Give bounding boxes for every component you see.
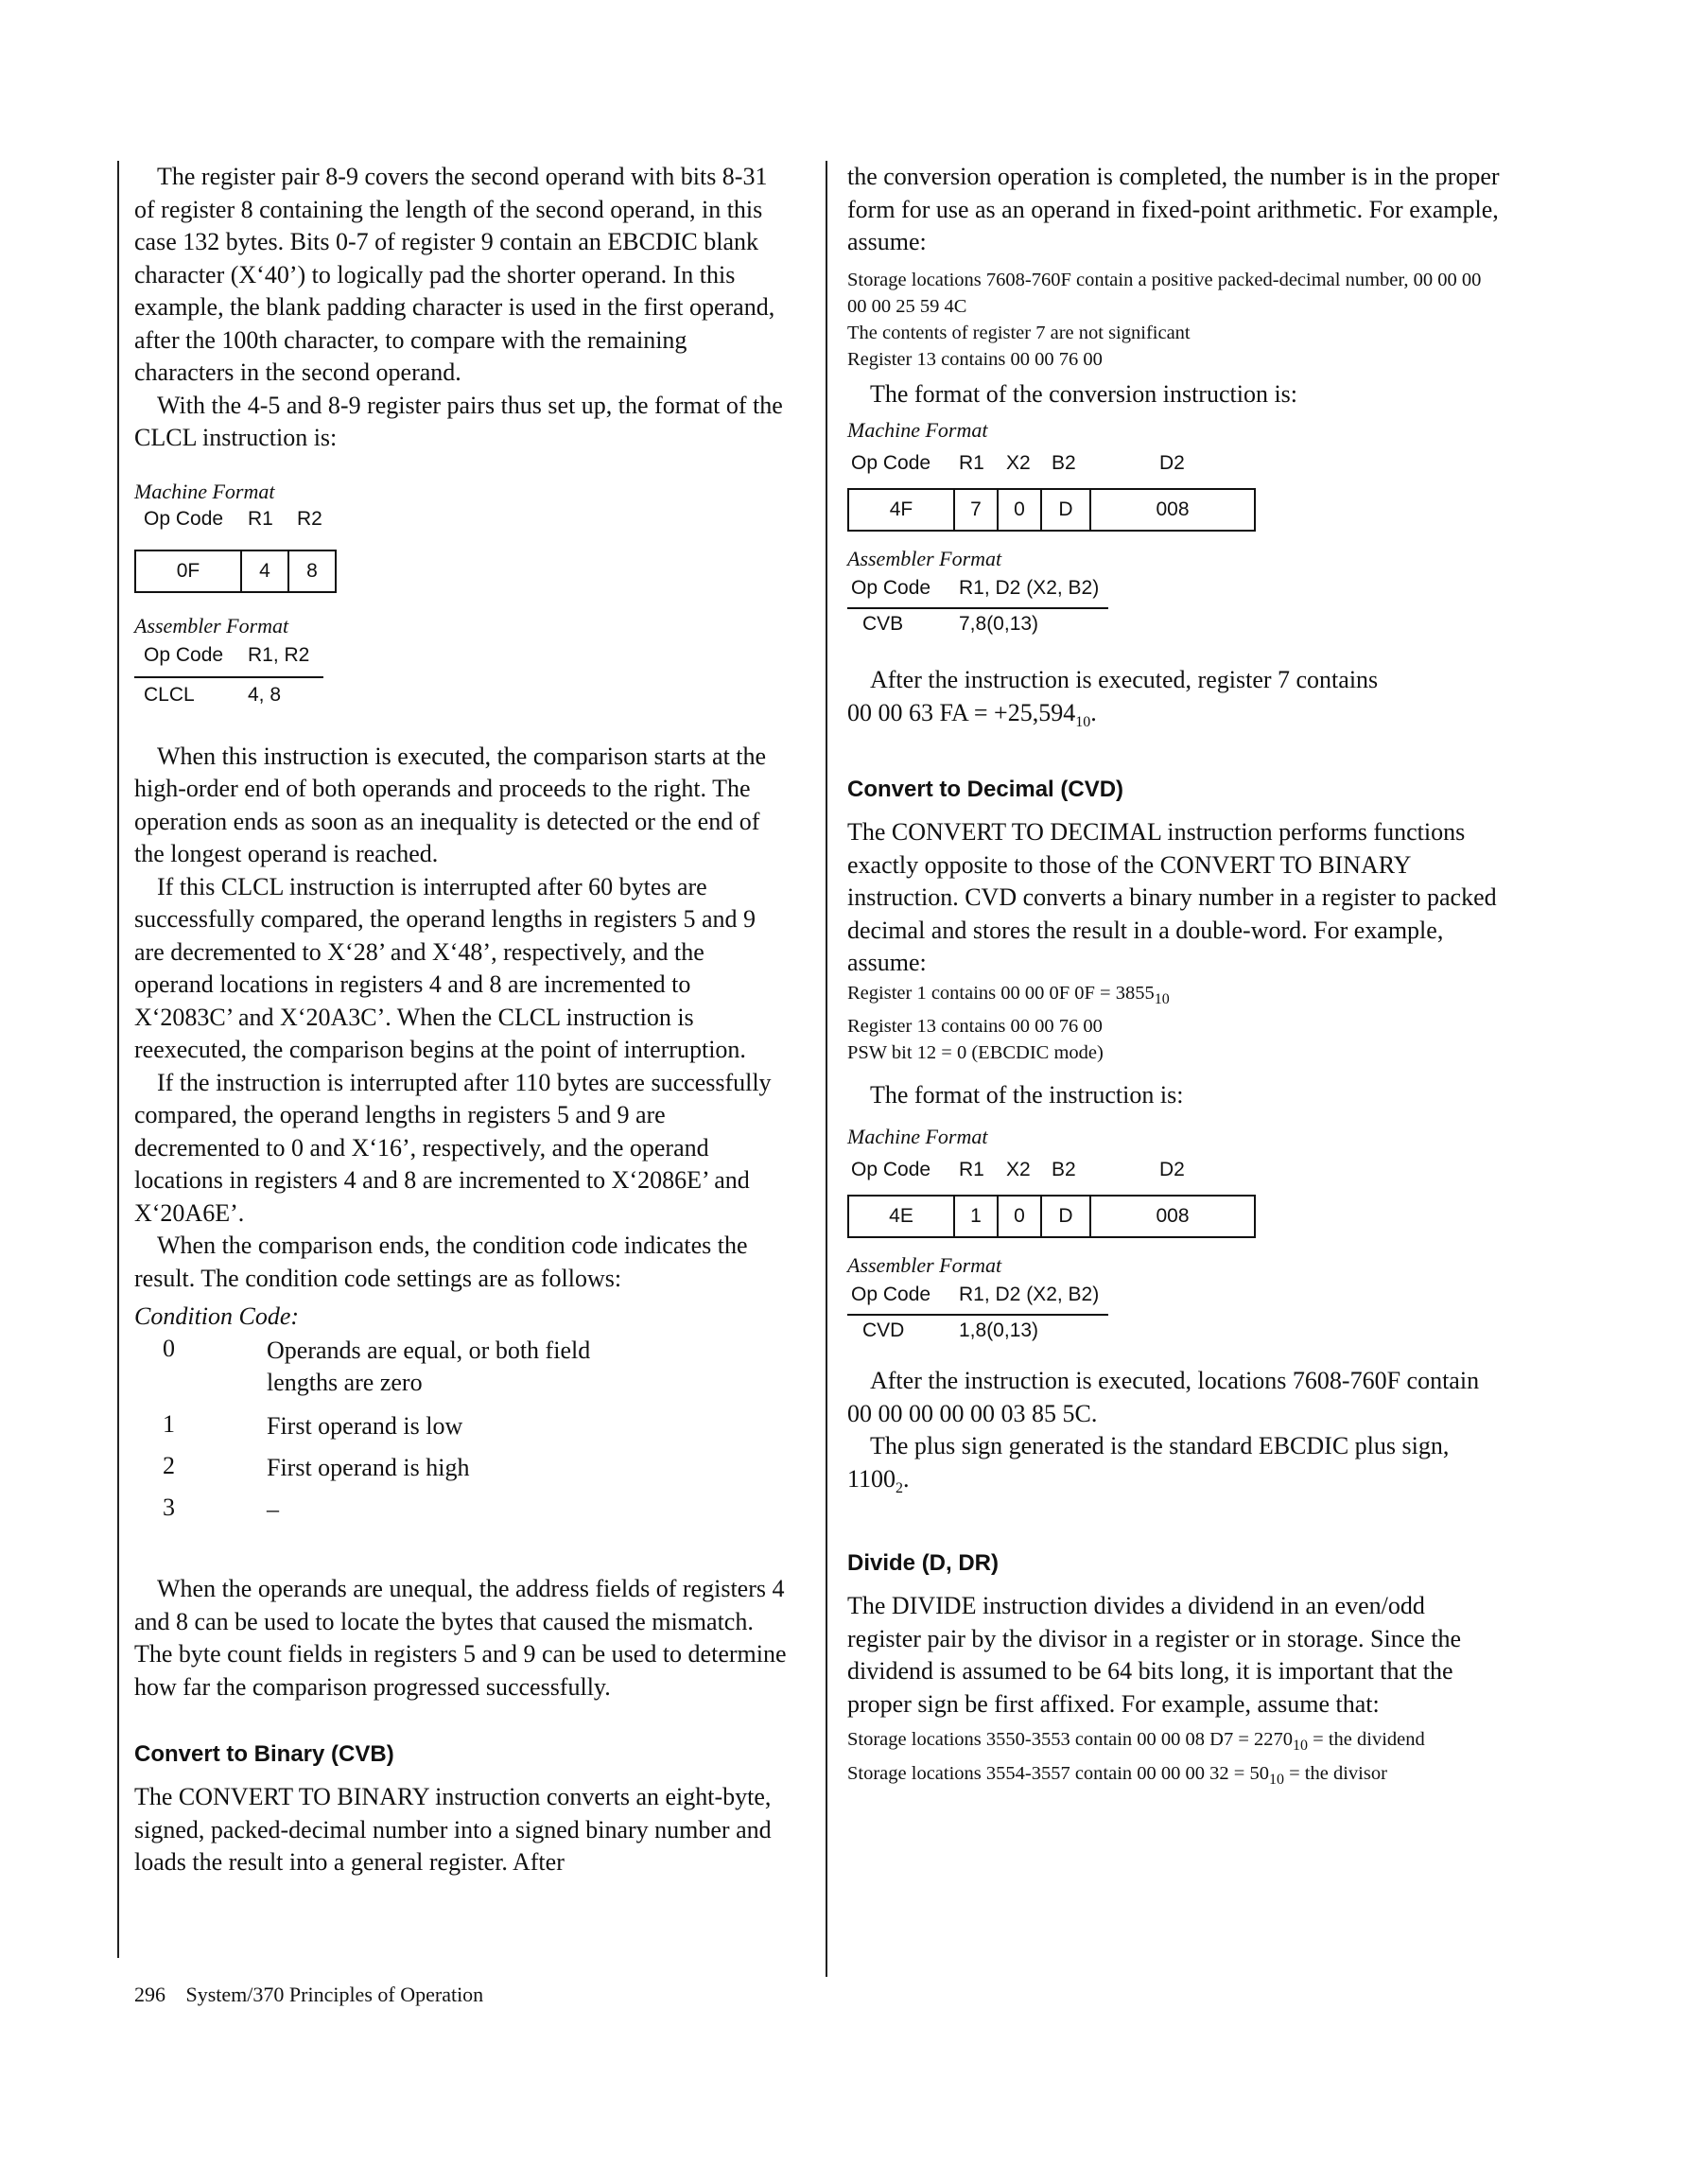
opcode-field: 4E <box>849 1197 955 1236</box>
condition-code-table <box>134 1335 787 1535</box>
machine-format-header <box>134 504 352 536</box>
condition-code-row <box>134 1335 787 1410</box>
example-text-end: = the dividend <box>1308 1729 1425 1751</box>
b2-field: D <box>1042 490 1091 530</box>
page-number: 296 <box>134 1983 165 2006</box>
r2-header: R2 <box>297 507 322 530</box>
b2-field: D <box>1042 1197 1091 1236</box>
example-text: Register 1 contains 00 00 0F 0F = 3855 <box>847 982 1155 1004</box>
example-line: PSW bit 12 = 0 (EBCDIC mode) <box>847 1041 1104 1063</box>
example-line: The contents of register 7 are not significant <box>847 322 1191 343</box>
d2-header: D2 <box>1159 1159 1185 1181</box>
d2-field: 008 <box>1156 498 1190 520</box>
machine-format-fields <box>134 550 337 593</box>
mnemonic: CVB <box>862 613 904 635</box>
publication-title: System/370 Principles of Operation <box>185 1983 484 2006</box>
machine-format-label: Machine Format <box>134 479 275 503</box>
x2-header: X2 <box>1006 1159 1031 1181</box>
cc-description: First operand is high <box>267 1454 470 1481</box>
machine-format-header <box>847 448 1282 480</box>
right-margin-rule <box>826 161 827 1977</box>
condition-code-row <box>134 1494 787 1535</box>
result-value: 00 00 63 FA = +25,594 <box>847 698 1076 726</box>
subscript: 10 <box>1293 1738 1309 1755</box>
machine-format-label: Machine Format <box>847 1125 988 1149</box>
mnemonic: CLCL <box>144 683 195 706</box>
operands-header: R1, D2 (X2, B2) <box>959 1284 1100 1306</box>
paragraph: The register pair 8-9 covers the second operand with bits 8-31 of register 8 containing the length of the second operand, in this case 132 bytes. Bits 0-7 of register 9 contain an EBCDIC blank character (X‘40’) to logically pad the shorter operand. In this example, the blank padding character is used in the first operand, after the 100th character, to compare with the remaining characters in the second operand. <box>134 163 775 386</box>
condition-code-label: Condition Code: <box>134 1302 300 1330</box>
opcode-header: Op Code <box>851 577 931 599</box>
section-heading-divide: Divide (D, DR) <box>847 1550 1000 1577</box>
example-line <box>847 980 1500 1013</box>
x2-header: X2 <box>1006 452 1031 474</box>
paragraph: The format of the instruction is: <box>870 1080 1184 1109</box>
b2-header: B2 <box>1052 452 1076 474</box>
paragraph: The DIVIDE instruction divides a dividend in an even/odd register pair by the divisor in a register or in storage. Since the dividend is assumed to be 64 bits long, it is important that the proper sign be first affixed. For example, assume that: <box>847 1592 1462 1718</box>
paragraph: The CONVERT TO DECIMAL instruction performs functions exactly opposite to those of the CONVERT TO BINARY instruction. CVD converts a binary number in a register to packed decimal and stores the result in a double-word. For example, assume: <box>847 818 1497 977</box>
cc-value: 0 <box>163 1335 175 1362</box>
r1-field: 7 <box>955 490 999 530</box>
operands: 7,8(0,13) <box>959 613 1039 635</box>
machine-format-header <box>847 1155 1282 1187</box>
assembler-format <box>134 638 342 714</box>
cc-value: 2 <box>163 1452 175 1479</box>
paragraph: The format of the conversion instruction is: <box>870 379 1298 408</box>
example-text-end: = the divisor <box>1284 1762 1387 1784</box>
opcode-header: Op Code <box>144 507 224 530</box>
opcode-header: Op Code <box>851 452 931 474</box>
operands: 4, 8 <box>248 683 282 706</box>
left-column <box>134 161 787 1879</box>
paragraph: The CONVERT TO BINARY instruction converts an eight-byte, signed, packed-decimal number into a signed binary number and loads the result into a general register. After <box>134 1783 772 1876</box>
cc-description: Operands are equal, or both field lengths are zero <box>267 1337 591 1396</box>
assembler-underline <box>847 607 1108 609</box>
subscript: 2 <box>896 1479 904 1496</box>
condition-code-row <box>134 1452 787 1494</box>
assembler-format-label: Assembler Format <box>847 547 1002 570</box>
paragraph: When the comparison ends, the condition code indicates the result. The condition code settings are as follows: <box>134 1232 748 1292</box>
paragraph-end: . <box>903 1464 910 1493</box>
r2-field: 8 <box>306 559 318 582</box>
paragraph: When the operands are unequal, the address fields of registers 4 and 8 can be used to locate the bytes that caused the mismatch. The byte count fields in registers 5 and 9 can be used to determine how far the comparison progressed successfully. <box>134 1575 787 1701</box>
paragraph: When this instruction is executed, the comparison starts at the high-order end of both operands and proceeds to the right. The operation ends as soon as an inequality is detected or the end of the longest operand is reached. <box>134 742 767 867</box>
example-text: Storage locations 3550-3553 contain 00 00 08 D7 = 2270 <box>847 1729 1294 1751</box>
operands-header: R1, D2 (X2, B2) <box>959 577 1100 599</box>
cc-description: – <box>267 1495 279 1523</box>
cvd-assembler-format <box>847 1278 1150 1348</box>
opcode-header: Op Code <box>144 643 224 666</box>
example-text: Storage locations 3554-3557 contain 00 00 00 32 = 50 <box>847 1762 1269 1784</box>
paragraph: If this CLCL instruction is interrupted after 60 bytes are successfully compared, the operand lengths in registers 5 and 9 are decremented to X‘28’ and X‘48’, respectively, and the operand locations in registers 4 and 8 are incremented to X‘2083C’ and X‘20A3C’. When the CLCL instruction is reexecuted, the comparison begins at the point of interruption. <box>134 872 757 1063</box>
section-heading-cvb: Convert to Binary (CVB) <box>134 1741 394 1767</box>
condition-code-row <box>134 1410 787 1452</box>
cc-value: 3 <box>163 1494 175 1521</box>
right-column <box>847 161 1500 1793</box>
r1-field: 1 <box>955 1197 999 1236</box>
opcode-header: Op Code <box>851 1284 931 1306</box>
r1-header: R1 <box>959 452 984 474</box>
left-margin-rule <box>117 161 119 1958</box>
page-footer <box>134 1983 483 2007</box>
opcode-header: Op Code <box>851 1159 931 1181</box>
paragraph: If the instruction is interrupted after 110 bytes are successfully compared, the operand lengths in registers 5 and 9 are decremented to 0 and X‘16’, respectively, and the operand locations in registers 4 and 8 are incremented to X‘2086E’ and X‘20A6E’. <box>134 1068 772 1227</box>
d2-field: 008 <box>1156 1205 1190 1228</box>
r1-field: 4 <box>242 551 289 591</box>
cc-description: First operand is low <box>267 1412 463 1440</box>
assembler-format-label: Assembler Format <box>134 613 289 638</box>
section-heading-cvd: Convert to Decimal (CVD) <box>847 777 1124 803</box>
opcode-field: 0F <box>136 551 242 591</box>
cc-value: 1 <box>163 1410 175 1438</box>
cvb-assembler-format <box>847 571 1150 641</box>
paragraph: After the instruction is executed, locations 7608-760F contain 00 00 00 00 00 03 85 5C. <box>847 1367 1480 1427</box>
example-line: Storage locations 7608-760F contain a positive packed-decimal number, 00 00 00 00 00 25 59 4C <box>847 269 1482 317</box>
operands: 1,8(0,13) <box>959 1319 1039 1342</box>
x2-field: 0 <box>999 490 1042 530</box>
example-line: Register 13 contains 00 00 76 00 <box>847 348 1103 370</box>
paragraph-text: The plus sign generated is the standard EBCDIC plus sign, 1100 <box>847 1432 1450 1493</box>
opcode-field: 4F <box>849 490 955 530</box>
paragraph: With the 4-5 and 8-9 register pairs thus set up, the format of the CLCL instruction is: <box>134 391 783 451</box>
b2-header: B2 <box>1052 1159 1076 1181</box>
operands-header: R1, R2 <box>248 643 310 666</box>
example-line <box>847 1760 1500 1793</box>
assembler-format-label: Assembler Format <box>847 1253 1002 1278</box>
cvb-machine-fields <box>847 488 1256 532</box>
paragraph <box>847 1430 1500 1505</box>
assembler-underline <box>134 676 323 678</box>
cvd-machine-fields <box>847 1195 1256 1238</box>
example-line: Register 13 contains 00 00 76 00 <box>847 1015 1103 1037</box>
paragraph: After the instruction is executed, register 7 contains 00 00 63 FA = $+25,594_{10}$. <box>847 666 1379 730</box>
r1-header: R1 <box>959 1159 984 1181</box>
d2-header: D2 <box>1159 452 1185 474</box>
result-text: After the instruction is executed, register 7 contains <box>870 666 1379 693</box>
paragraph: the conversion operation is completed, the number is in the proper form for use as an operand in fixed-point arithmetic. For example, assume: <box>847 163 1500 255</box>
assembler-underline <box>847 1314 1108 1316</box>
machine-format-label: Machine Format <box>847 418 988 442</box>
r1-header: R1 <box>248 507 273 530</box>
subscript: 10 <box>1075 713 1091 730</box>
subscript: 10 <box>1269 1771 1284 1788</box>
x2-field: 0 <box>999 1197 1042 1236</box>
mnemonic: CVD <box>862 1319 905 1342</box>
example-line <box>847 1726 1500 1759</box>
subscript: 10 <box>1154 990 1170 1007</box>
